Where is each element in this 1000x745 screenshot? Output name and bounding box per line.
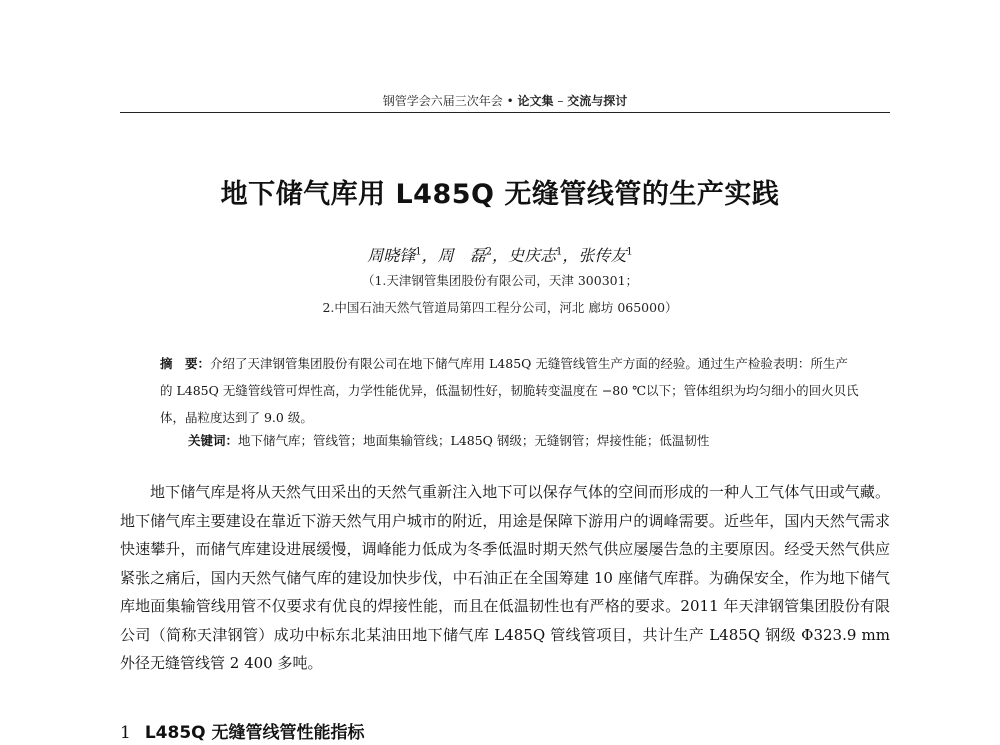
author-name: 张传友 — [578, 246, 627, 265]
affiliation-1: （1.天津钢管集团股份有限公司，天津 300301； — [361, 273, 639, 288]
author-name: 史庆志 — [508, 246, 557, 265]
running-head-dash: – — [553, 94, 568, 108]
section-heading — [120, 718, 365, 743]
section-title: L485Q 无缝管线管性能指标 — [144, 723, 365, 743]
running-head-prefix: 钢管学会六届三次年会 — [382, 94, 503, 108]
abstract — [160, 350, 860, 431]
author-affiliation-mark: 2 — [485, 246, 492, 258]
abstract-label: 摘 要： — [160, 356, 211, 371]
author-affiliation-mark: 1 — [415, 246, 422, 258]
running-head-separator: • — [502, 94, 518, 108]
paper-title: 地下储气库用 L485Q 无缝管线管的生产实践 — [220, 179, 780, 210]
author-name: 周晓锋 — [367, 246, 416, 265]
author-name: 周 磊 — [437, 246, 486, 265]
author-list — [0, 243, 1000, 266]
keywords-label: 关键词： — [188, 433, 239, 448]
author-affiliation-mark: 1 — [626, 246, 633, 258]
running-head-collection: 论文集 — [517, 94, 554, 108]
running-head — [120, 92, 890, 109]
affiliation-2: 2.中国石油天然气管道局第四工程分公司，河北 廊坊 065000） — [322, 300, 678, 315]
keywords — [188, 431, 868, 449]
keywords-text: 地下储气库；管线管；地面集输管线；L485Q 钢级；无缝钢管；焊接性能；低温韧性 — [238, 433, 710, 448]
intro-paragraph: 地下储气库是将从天然气田采出的天然气重新注入地下可以保存气体的空间而形成的一种人工气体气田或气藏。地下储气库主要建设在靠近下游天然气用户城市的附近，用途是保障下游用户的调峰需要。近些年，国内天然气需求快速攀升，而储气库建设进展缓慢，调峰能力低成为冬季低温时期天然气供应屡屡告急的主要原因。经受天然气供应紧张之痛后，国内天然气储气库的建设加快步伐，中石油正在全国筹建 10 座储气库群。为确保安全，作为地下储气库地面集输管线用管不仅要求有优良的焊接性能，而且在低温韧性也有严格的要求。2011 年天津钢管集团股份有限公司（简称天津钢管）成功中标东北某油田地下储气库 L485Q 管线管项目，共计生产 L485Q 钢级 Φ323.9 mm 外径无缝管线管 2 400 多吨。 — [120, 483, 890, 672]
running-head-section: 交流与探讨 — [567, 94, 628, 108]
author-separator: ， — [562, 246, 579, 265]
header-rule — [120, 112, 890, 113]
author-separator: ， — [421, 246, 438, 265]
author-separator: ， — [491, 246, 508, 265]
abstract-text: 介绍了天津钢管集团股份有限公司在地下储气库用 L485Q 无缝管线管生产方面的经验。通过生产检验表明：所生产的 L485Q 无缝管线管可焊性高，力学性能优异，低温韧性好，韧脆转变温度在 −80 ℃以下；管体组织为均匀细小的回火贝氏体，晶粒度达到了 9.0 级。 — [160, 356, 859, 425]
section-number: 1 — [120, 723, 131, 743]
author-affiliation-mark: 1 — [556, 246, 563, 258]
